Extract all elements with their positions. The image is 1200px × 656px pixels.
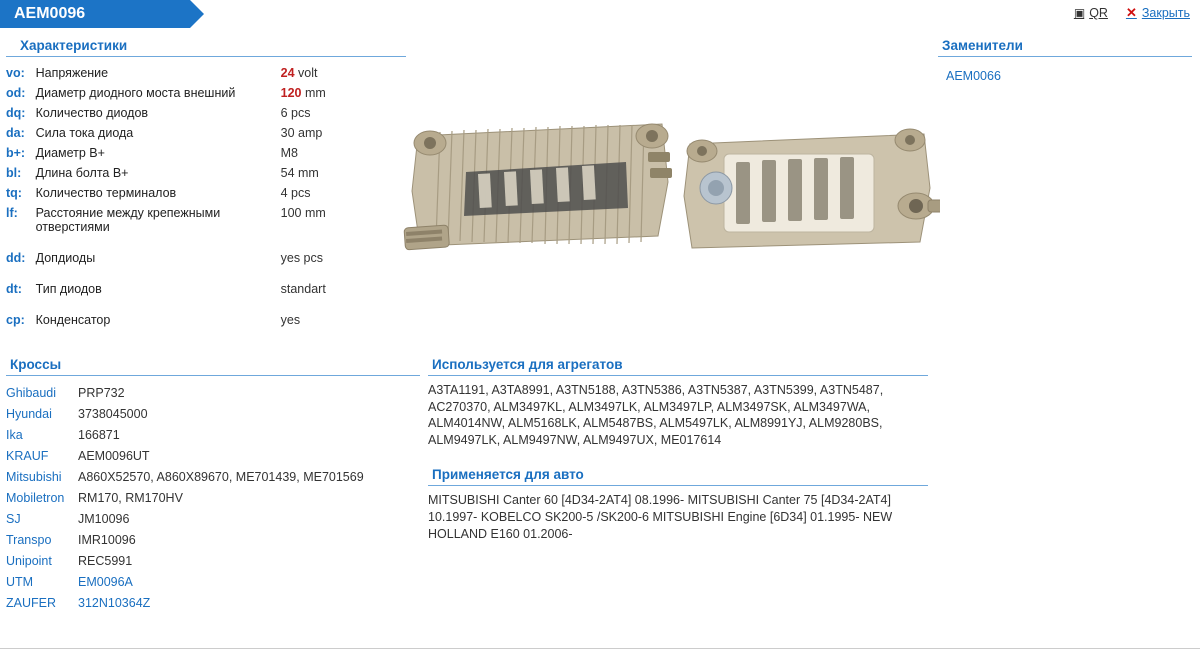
characteristic-number: 120 bbox=[280, 86, 302, 100]
cross-row bbox=[6, 571, 420, 592]
cross-row bbox=[6, 445, 420, 466]
characteristic-value bbox=[281, 83, 406, 103]
characteristic-row bbox=[6, 123, 406, 143]
cross-brand[interactable]: Hyundai bbox=[6, 406, 52, 421]
cross-numbers: JM10096 bbox=[78, 511, 130, 526]
characteristic-label: Допдиоды bbox=[35, 251, 96, 265]
characteristic-label: Количество диодов bbox=[35, 106, 149, 120]
crosses-table bbox=[6, 382, 420, 613]
applications-text: MITSUBISHI Canter 60 [4D34-2AT4] 08.1996- MITSUBISHI Canter 75 [4D34-2AT4] 10.1997- KOBELCO SK200-5 /SK200-6 MITSUBISHI Engine [6D34] 01.1995- NEW HOLLAND E160 01.2006- bbox=[428, 493, 893, 541]
characteristic-label: Диаметр диодного моста внешний bbox=[35, 86, 236, 100]
characteristic-label: Расстояние между крепежными отверстиями bbox=[35, 206, 221, 234]
rectifier-bridge-illustration bbox=[400, 96, 940, 286]
applications-heading: Применяется для авто bbox=[428, 467, 928, 486]
characteristic-label: Длина болта B+ bbox=[35, 166, 129, 180]
characteristic-value: yes pcs bbox=[280, 251, 324, 265]
characteristic-key: od: bbox=[6, 86, 26, 100]
cross-row bbox=[6, 592, 420, 613]
used-for-units-section bbox=[428, 357, 928, 448]
cross-brand[interactable]: Unipoint bbox=[6, 553, 52, 568]
characteristic-key: b+: bbox=[6, 146, 26, 160]
cross-brand[interactable]: Mitsubishi bbox=[6, 469, 62, 484]
characteristic-label: Сила тока диода bbox=[35, 126, 134, 140]
replacements-section bbox=[938, 38, 1192, 83]
characteristic-row bbox=[6, 143, 406, 163]
characteristic-value: 54 mm bbox=[280, 166, 319, 180]
cross-numbers[interactable]: 312N10364Z bbox=[78, 595, 151, 610]
characteristic-label: Тип диодов bbox=[35, 282, 102, 296]
characteristic-unit: volt bbox=[298, 66, 318, 80]
used-for-units-text: A3TA1191, A3TA8991, A3TN5188, A3TN5386, A3TN5387, A3TN5399, A3TN5487, AC270370, ALM3497KL, ALM3497LK, ALM3497LP, ALM3497SK, ALM3497WA, ALM4014NW, ALM5168LK, ALM5487BS, ALM5497LK, ALM8991YJ, ALM9280BS, ALM9497LK, ALM9497NW, ALM9497UX, ME017614 bbox=[428, 383, 884, 447]
replacements-heading: Заменители bbox=[938, 38, 1192, 57]
cross-row bbox=[6, 508, 420, 529]
characteristic-value: 30 amp bbox=[280, 126, 323, 140]
cross-numbers: REC5991 bbox=[78, 553, 133, 568]
characteristic-key: dd: bbox=[6, 251, 26, 265]
cross-numbers: RM170, RM170HV bbox=[78, 490, 183, 505]
characteristic-label: Количество терминалов bbox=[35, 186, 177, 200]
characteristic-row bbox=[6, 268, 406, 299]
close-button[interactable] bbox=[1126, 5, 1190, 21]
cross-row bbox=[6, 382, 420, 403]
characteristic-key: bl: bbox=[6, 166, 22, 180]
cross-numbers: IMR10096 bbox=[78, 532, 136, 547]
characteristic-value: M8 bbox=[280, 146, 298, 160]
cross-numbers: AEM0096UT bbox=[78, 448, 150, 463]
product-image[interactable] bbox=[400, 96, 940, 286]
characteristics-section bbox=[6, 38, 406, 330]
characteristic-row bbox=[6, 203, 406, 237]
used-for-units-heading: Используется для агрегатов bbox=[428, 357, 928, 376]
characteristic-value: 100 mm bbox=[280, 206, 326, 220]
qr-button[interactable] bbox=[1074, 6, 1108, 20]
cross-row bbox=[6, 424, 420, 445]
cross-row bbox=[6, 487, 420, 508]
characteristic-row bbox=[6, 237, 406, 268]
characteristic-label: Диаметр B+ bbox=[35, 146, 105, 160]
characteristic-key: dt: bbox=[6, 282, 22, 296]
characteristic-row bbox=[6, 299, 406, 330]
cross-row bbox=[6, 466, 420, 487]
characteristic-number: 24 bbox=[280, 66, 295, 80]
characteristic-row bbox=[6, 63, 406, 83]
qr-icon: ▣ bbox=[1073, 6, 1085, 20]
cross-brand[interactable]: Ika bbox=[6, 427, 23, 442]
cross-row bbox=[6, 529, 420, 550]
characteristic-value: 6 pcs bbox=[280, 106, 311, 120]
crosses-section bbox=[6, 357, 420, 613]
characteristic-key: da: bbox=[6, 126, 25, 140]
characteristics-table bbox=[6, 63, 406, 330]
cross-numbers: 3738045000 bbox=[78, 406, 148, 421]
characteristic-value: standart bbox=[280, 282, 326, 296]
characteristic-value bbox=[281, 63, 406, 83]
cross-brand[interactable]: KRAUF bbox=[6, 448, 49, 463]
characteristic-unit: mm bbox=[304, 86, 326, 100]
characteristics-heading: Характеристики bbox=[6, 38, 406, 57]
cross-numbers: 166871 bbox=[78, 427, 120, 442]
cross-numbers[interactable]: EM0096A bbox=[78, 574, 133, 589]
characteristic-label: Напряжение bbox=[35, 66, 109, 80]
page-title: AEM0096 bbox=[0, 0, 190, 28]
characteristic-value: yes bbox=[280, 313, 301, 327]
close-icon: ✕ bbox=[1125, 5, 1137, 20]
characteristic-row bbox=[6, 163, 406, 183]
cross-brand[interactable]: SJ bbox=[6, 511, 21, 526]
characteristic-key: vo: bbox=[6, 66, 25, 80]
cross-brand[interactable]: Transpo bbox=[6, 532, 52, 547]
characteristic-key: cp: bbox=[6, 313, 25, 327]
cross-brand[interactable]: ZAUFER bbox=[6, 595, 56, 610]
cross-numbers: PRP732 bbox=[78, 385, 125, 400]
cross-row bbox=[6, 550, 420, 571]
applications-section bbox=[428, 467, 928, 543]
bottom-divider bbox=[0, 648, 1200, 649]
characteristic-row bbox=[6, 183, 406, 203]
characteristic-key: tq: bbox=[6, 186, 22, 200]
cross-brand[interactable]: UTM bbox=[6, 574, 34, 589]
cross-row bbox=[6, 403, 420, 424]
cross-numbers: A860X52570, A860X89670, ME701439, ME701569 bbox=[78, 469, 364, 484]
replacement-item[interactable]: AEM0066 bbox=[946, 69, 1001, 83]
close-label: Закрыть bbox=[1141, 6, 1190, 20]
characteristic-label: Конденсатор bbox=[35, 313, 111, 327]
qr-label: QR bbox=[1089, 6, 1108, 20]
characteristic-row bbox=[6, 103, 406, 123]
characteristic-value: 4 pcs bbox=[280, 186, 311, 200]
top-right-actions bbox=[1074, 5, 1190, 21]
characteristic-key: dq: bbox=[6, 106, 26, 120]
crosses-heading: Кроссы bbox=[6, 357, 420, 376]
cross-brand[interactable]: Mobiletron bbox=[6, 490, 65, 505]
characteristic-key: lf: bbox=[6, 206, 18, 220]
cross-brand[interactable]: Ghibaudi bbox=[6, 385, 57, 400]
characteristic-row bbox=[6, 83, 406, 103]
